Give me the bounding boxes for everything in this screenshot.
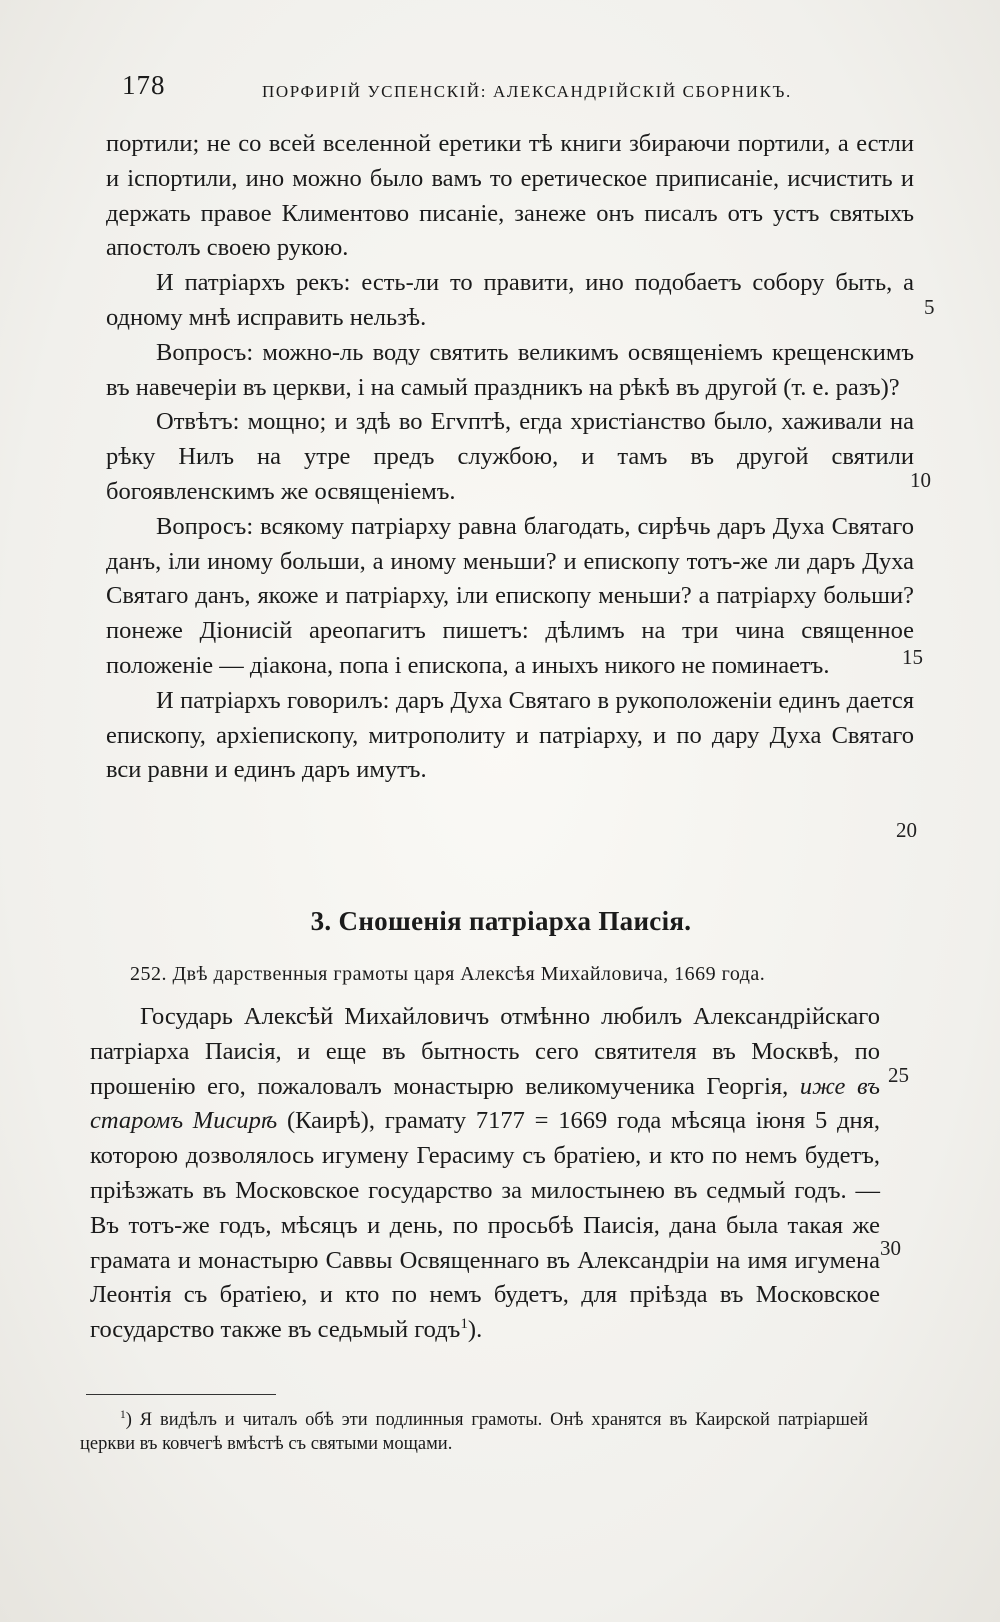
running-title: ПОРФИРІЙ УСПЕНСКІЙ: АЛЕКСАНДРІЙСКІЙ СБОРНИКЪ.	[262, 82, 792, 101]
paragraph: И патріархъ говорилъ: даръ Духа Святаго в рукоположеніи единъ дается епископу, архіепископу, митрополиту и патріарху, и по дару Духа Святаго вси равни и единъ даръ имутъ.	[106, 686, 914, 784]
line-number: 20	[896, 818, 917, 842]
paragraph: И патріархъ рекъ: есть-ли то правити, ино подобаетъ собору быть, а одному мнѣ исправить нельзѣ.	[106, 269, 914, 331]
line-number: 25	[888, 1063, 909, 1087]
section-title: 3. Сношенія патріарха Паисія.	[310, 906, 692, 936]
footnotes	[80, 1408, 868, 1456]
paragraph: Вопросъ: всякому патріарху равна благодать, сирѣчь даръ Духа Святаго данъ, іли иному больши, а иному меньши? и епископу тотъ-же ли даръ Духа Святаго данъ, якоже и патріарху, іли епископу меньши? а патріарху больши? понеже Діонисій ареопагитъ пишетъ: дѣлимъ на три чина священное положеніе — діакона, попа і епископа, а иныхъ никого не поминаетъ.	[106, 512, 914, 679]
top-text-block	[106, 127, 914, 788]
main-paragraph-end: ).	[467, 1316, 483, 1344]
footnote-marker: 1	[120, 1408, 126, 1421]
main-paragraph	[90, 1000, 880, 1348]
main-paragraph-part1: Государь Алексѣй Михайловичъ отмѣнно любилъ Александрійскаго патріарха Паисія, и еще въ бытность сего святителя въ Москвѣ, по прошенію его, пожаловалъ монастырю великомученика Георгія,	[90, 1003, 880, 1100]
line-number: 10	[910, 468, 931, 492]
document-heading: 252. Двѣ дарственныя грамоты царя Алексѣя Михайловича, 1669 года.	[130, 963, 766, 985]
main-text-block	[90, 1000, 880, 1348]
footnote-text: ) Я видѣлъ и читалъ обѣ эти подлинныя грамоты. Онѣ хранятся въ Каирской патріаршей церкви въ ковчегѣ вмѣстѣ съ святыми мощами.	[80, 1410, 868, 1454]
line-number: 15	[902, 645, 923, 669]
paragraph: Вопросъ: можно-ль воду святить великимъ освященіемъ крещенскимъ въ навечеріи въ церкви, і на самый праздникъ на рѣкѣ въ другой (т. е. разъ)?	[106, 338, 914, 401]
paragraph: Отвѣтъ: мощно; и здѣ во Егvптѣ, егда христіанство было, хаживали на рѣку Нилъ на утре предъ службою, и тамъ въ другой святили богоявленскимъ же освященіемъ.	[106, 408, 914, 505]
footnote	[80, 1408, 868, 1456]
italic-phrase: иже въ старомъ Мисирѣ	[90, 1072, 880, 1135]
line-number: 30	[880, 1236, 901, 1260]
line-number: 5	[924, 295, 935, 319]
footnote-rule	[86, 1394, 276, 1395]
paragraph: портили; не со всей вселенной еретики тѣ книги збираючи портили, а естли и іспортили, ино можно было вамъ то еретическое приписаніе, исчистить и держать правое Климентово писаніе, занеже онъ писалъ отъ устъ святыхъ апостолъ своею рукою.	[106, 130, 914, 262]
main-paragraph-part2: (Каирѣ), грамату 7177 = 1669 года мѣсяца іюня 5 дня, которою дозволялось игумену Герасиму съ братіею, и кто по немъ будетъ, пріѣзжать въ Московское государство за милостынею въ седмый годъ. — Въ тотъ-же годъ, мѣсяцъ и день, по просьбѣ Паисія, дана была такая же грамата и монастырю Саввы Освященнаго въ Александріи на имя игумена Леонтія съ братіею, и кто по немъ будетъ, для пріѣзда въ Московское государство также въ седьмый годъ	[90, 1107, 880, 1344]
page-number: 178	[122, 70, 166, 100]
footnote-ref[interactable]: 1	[460, 1315, 468, 1333]
